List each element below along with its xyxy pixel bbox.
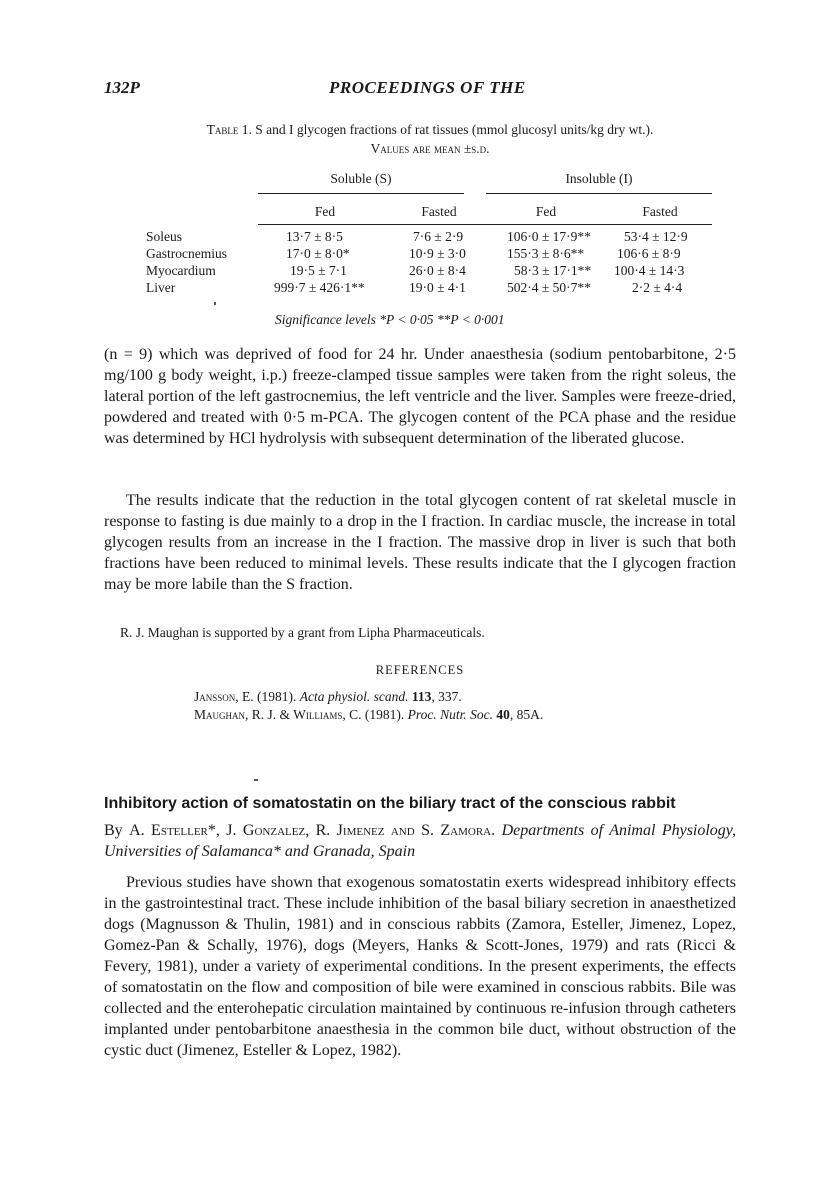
cell-value: 53·4 ± 12·9	[624, 229, 688, 244]
running-head: PROCEEDINGS OF THE	[329, 78, 526, 97]
reference-item	[194, 689, 462, 705]
reference-authors: Maughan, R. J. & Williams, C. (1981).	[194, 707, 408, 722]
cell-value: 2·2 ± 4·4	[632, 280, 683, 295]
cell-value: 19·5 ± 7·1	[290, 263, 347, 278]
table-caption-text: 1. S and I glycogen fractions of rat tissues (mmol glucosyl units/kg dry wt.).	[238, 122, 654, 137]
article-body-text: Previous studies have shown that exogenous somatostatin exerts widespread inhibitory effects in the gastrointestinal tract. These include inhibition of the basal biliary secretion in anaesthetized dogs (Magnusson & Thulin, 1981) and in conscious rabbits (Zamora, Esteller, Jimenez, Lopez, Gomez-Pan & Schally, 1976), dogs (Meyers, Hanks & Scott-Jones, 1979) and rats (Ricci & Fevery, 1981), under a variety of experimental conditions. In the present experiments, the effects of somatostatin on the flow and composition of bile were examined in conscious rabbits. Bile was collected and the enterohepatic circulation maintained by continuous re-infusion through catheters implanted under pentobarbitone anaesthesia in the common bile duct, without obstruction of the cystic duct (Jimenez, Esteller & Lopez, 1982).	[104, 874, 736, 1059]
col-header-s-fasted: Fasted	[421, 204, 457, 219]
reference-authors: Jansson, E. (1981).	[194, 689, 300, 704]
results-text: The results indicate that the reduction in the total glycogen content of rat skeletal muscle in response to fasting is due mainly to a drop in the I fraction. In cardiac muscle, the increase in total glycogen results from an increase in the I fraction. The massive drop in liver is such that both fractions have been reduced to minimal levels. These results indicate that the I glycogen fraction may be more labile than the S fraction.	[104, 492, 736, 593]
col-header-i-fed: Fed	[535, 204, 557, 219]
group-header-soluble: Soluble (S)	[330, 171, 392, 186]
header-rule	[258, 224, 712, 225]
acknowledgement: R. J. Maughan is supported by a grant from Lipha Pharmaceuticals.	[120, 625, 485, 640]
cell-value: 19·0 ± 4·1	[409, 280, 466, 295]
byline-authors: A. Esteller*, J. Gonzalez, R. Jimenez and S. Zamora.	[129, 822, 496, 839]
methods-text: (n = 9) which was deprived of food for 24 hr. Under anaesthesia (sodium pentobarbitone, 2·5 mg/100 g body weight, i.p.) freeze-clamped tissue samples were taken from the right soleus, the lateral portion of the left gastrocnemius, the left ventricle and the liver. Samples were freeze-dried, powdered and treated with 0·5 m-PCA. The glycogen content of the PCA phase and the residue was determined by HCl hydrolysis with subsequent determination of the liberated glucose.	[104, 346, 736, 447]
table-caption-label: Table	[206, 122, 239, 137]
table-caption-line2: Values are mean ±s.d.	[370, 141, 490, 156]
article-body	[104, 872, 736, 1061]
cell-value: 13·7 ± 8·5	[286, 229, 343, 244]
cell-value: 100·4 ± 14·3	[614, 263, 685, 278]
reference-journal: Proc. Nutr. Soc.	[407, 707, 493, 722]
significance-note: Significance levels *P < 0·05 **P < 0·001	[275, 312, 505, 327]
group-header-insoluble: Insoluble (I)	[565, 171, 633, 186]
page-number: 132P	[104, 78, 140, 97]
reference-journal: Acta physiol. scand.	[299, 689, 409, 704]
results-paragraph	[104, 490, 736, 595]
reference-pages: , 85A.	[509, 707, 544, 722]
article-byline	[104, 820, 736, 862]
cell-value: 999·7 ± 426·1**	[274, 280, 365, 295]
cell-value: 58·3 ± 17·1**	[514, 263, 592, 278]
row-label: Gastrocnemius	[146, 246, 227, 261]
cell-value: 502·4 ± 50·7**	[507, 280, 591, 295]
cell-value: 106·0 ± 17·9**	[507, 229, 591, 244]
scan-speck	[214, 302, 216, 305]
reference-item	[194, 707, 543, 723]
cell-value: 155·3 ± 8·6**	[507, 246, 585, 261]
row-label: Liver	[146, 280, 176, 295]
col-header-s-fed: Fed	[314, 204, 336, 219]
row-label: Myocardium	[146, 263, 216, 278]
article-title: Inhibitory action of somatostatin on the biliary tract of the conscious rabbit	[104, 795, 676, 812]
cell-value: 106·6 ± 8·9	[617, 246, 681, 261]
group-rule-insoluble	[486, 193, 712, 194]
cell-value: 26·0 ± 8·4	[409, 263, 466, 278]
cell-value: 10·9 ± 3·0	[409, 246, 466, 261]
table-caption	[120, 121, 740, 138]
col-header-i-fasted: Fasted	[642, 204, 678, 219]
reference-volume: 113	[408, 689, 432, 704]
scan-speck	[254, 779, 258, 781]
methods-paragraph	[104, 344, 736, 449]
group-rule-soluble	[258, 193, 464, 194]
reference-pages: , 337.	[431, 689, 462, 704]
byline-prefix: By	[104, 822, 130, 839]
references-heading: REFERENCES	[375, 663, 465, 677]
byline-affiliation: Departments of Animal Physiology, Universities of Salamanca* and Granada, Spain	[104, 822, 737, 860]
reference-volume: 40	[493, 707, 510, 722]
cell-value: 7·6 ± 2·9	[413, 229, 464, 244]
cell-value: 17·0 ± 8·0*	[286, 246, 350, 261]
row-label: Soleus	[146, 229, 183, 244]
